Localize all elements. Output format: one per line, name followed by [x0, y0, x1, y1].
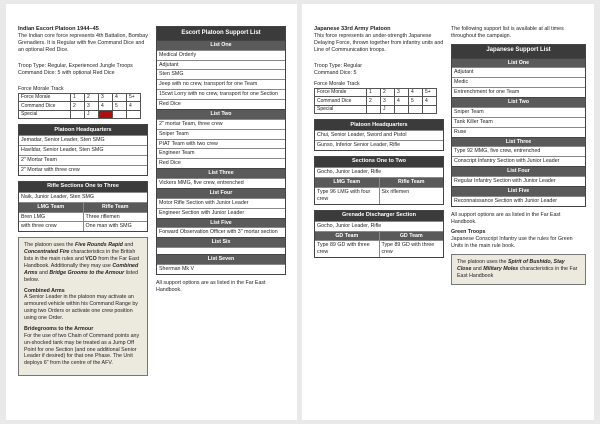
rifle-team-header: Rifle Team: [83, 203, 148, 212]
sections-leader: Gocho, Junior Leader, Rifle: [315, 167, 443, 177]
support-item: Red Dice: [157, 158, 285, 168]
support-list-header: List Three: [157, 168, 285, 178]
track-cell: [113, 110, 127, 119]
support-list-header: List Four: [452, 166, 585, 176]
support-list-header: List One: [157, 40, 285, 50]
support-item: Adjutant: [452, 67, 585, 77]
track-cell: 3: [381, 97, 395, 106]
rifle-row: [19, 212, 147, 222]
track-cell: 3: [85, 102, 99, 111]
support-item: Sniper Team: [157, 129, 285, 139]
track-cell: Command Dice: [315, 97, 367, 106]
indian-command-dice: Command Dice: 5 with optional Red Dice: [18, 69, 115, 76]
bridegrooms-text: For the use of two Chain of Command points any un-shocked tank may be treated as a Jump Off Point for one Section (and one additional Senior Leader if desired) for that one Phase. The Unit deploys 6" from the centre of the AFV.: [24, 332, 140, 367]
support-list-header: List Seven: [157, 254, 285, 264]
sections-cell: Six riflemen: [379, 188, 444, 204]
japanese-command-dice: Command Dice: 5: [314, 69, 357, 76]
japanese-sections-title: Sections One to Two: [315, 157, 443, 167]
green-troops-heading: Green Troops: [451, 229, 486, 236]
grenade-section-table: [314, 210, 444, 259]
japanese-rules-box: The platoon uses the Spirit of Bushido, Stay Close and Military Moles characteristics in the Far East Handbook: [451, 254, 586, 285]
japanese-support-table: [451, 44, 586, 207]
support-item: 2" mortar Team, three crew: [157, 119, 285, 129]
track-cell: 5: [409, 97, 423, 106]
indian-force-intro: The Indian core force represents 4th Battalion, Bombay Grenadiers. It is Regular with five Command Dice and an optional Red Dice.: [18, 33, 148, 54]
green-troops-text: Japanese Conscript Infantry use the rules for Green Units in the main rule book.: [451, 236, 573, 250]
track-cell: J: [381, 105, 395, 114]
indian-hq-table: [18, 124, 148, 176]
support-list-header: List Six: [157, 237, 285, 247]
grenade-section-title: Grenade Discharger Section: [315, 211, 443, 221]
grenade-col-headers: [315, 231, 443, 241]
combined-arms-text: A Senior Leader in the platoon may activate an armoured vehicle within his Command Range by using two Orders or activate one crew position using one Order.: [24, 294, 138, 322]
track-cell: Force Morale: [315, 88, 367, 97]
indian-troop-type: Troop Type: Regular, Experienced Jungle Troops: [18, 62, 133, 69]
track-cell: [409, 105, 423, 114]
escort-support-title: Escort Platoon Support List: [157, 27, 285, 40]
gd-team-header: GD Team: [379, 232, 444, 241]
support-list-header: List Five: [452, 186, 585, 196]
track-cell: 1: [367, 88, 381, 97]
track-cell: 2: [71, 102, 85, 111]
sections-row: [315, 187, 443, 204]
grenade-row: [315, 240, 443, 257]
track-cell: 4: [99, 102, 113, 111]
escort-support-table: [156, 26, 286, 275]
support-item: Conscript Infantry Section with Junior Leader: [452, 156, 585, 166]
rifle-cell: Bren LMG: [21, 213, 46, 220]
left-page: [6, 4, 297, 420]
track-cell: 4: [409, 88, 423, 97]
japanese-sections-table: [314, 156, 444, 205]
support-list-header: List One: [452, 58, 585, 68]
track-cell-red: [99, 110, 113, 119]
support-list-header: List Two: [157, 109, 285, 119]
track-cell: 5+: [127, 93, 141, 102]
support-item: PIAT Team with two crew: [157, 139, 285, 149]
sections-col-headers: [315, 177, 443, 187]
support-item: Engineer Team: [157, 148, 285, 158]
japanese-hq-table: [314, 119, 444, 151]
support-item: Red Dice: [157, 99, 285, 109]
japanese-force-title: Japanese 33rd Army Platoon: [314, 26, 391, 32]
track-cell: [367, 105, 381, 114]
indian-morale-track: [18, 93, 141, 120]
escort-support-note: All support options are as listed in the Far East Handbook.: [156, 279, 266, 293]
rifle-team-header: Rifle Team: [379, 178, 444, 187]
track-cell: [71, 110, 85, 119]
lmg-team-header: LMG Team: [19, 203, 83, 212]
support-item: Medic: [452, 77, 585, 87]
support-item: Tank Killer Team: [452, 117, 585, 127]
indian-force-column: [18, 26, 148, 376]
grenade-cell: Type 89 GD with three crew: [317, 242, 370, 256]
support-list-header: List Three: [452, 137, 585, 147]
indian-rifle-table: [18, 181, 148, 233]
track-cell: [395, 105, 409, 114]
track-cell: Special: [315, 105, 367, 114]
support-item: Sniper Team: [452, 107, 585, 117]
support-item: Sten SMG: [157, 69, 285, 79]
support-item: Type 92 MMG, five crew, entrenched: [452, 146, 585, 156]
support-list-header: List Four: [157, 188, 285, 198]
track-cell: 2: [367, 97, 381, 106]
hq-row: Havildar, Senior Leader, Sten SMG: [19, 145, 147, 155]
indian-force-title: Indian Escort Platoon 1944–45: [18, 26, 99, 32]
lmg-team-header: LMG Team: [315, 178, 379, 187]
combined-arms-heading: Combined Arms: [24, 287, 65, 294]
track-cell: [423, 105, 437, 114]
hq-row: Chui, Senior Leader, Sword and Pistol: [315, 130, 443, 140]
support-item: Ruse: [452, 127, 585, 137]
rules-intro: The platoon uses the Five Rounds Rapid and Concentrated Fire characteristics in the British lists in the main rules and VCO from the Far East Handbook. Additionally they may use Combined Arms and Bridge Grooms to the Armour listed below.: [24, 242, 140, 283]
rifle-cell: One man with SMG: [83, 222, 148, 231]
japanese-support-column: [451, 26, 586, 285]
japanese-hq-title: Platoon Headquarters: [315, 120, 443, 130]
track-cell: Force Morale: [19, 93, 71, 102]
japanese-force-intro: This force represents an under-strength Japanese Delaying Force, thrown together from infantry units and Line of Communication troops.: [314, 33, 444, 54]
rifle-row: [19, 221, 147, 231]
track-cell: 2: [85, 93, 99, 102]
japanese-force-column: [314, 26, 444, 263]
grenade-cell: Type 89 GD with three crew: [379, 241, 444, 257]
rifle-col-headers: [19, 202, 147, 212]
track-cell: 3: [99, 93, 113, 102]
gd-team-header: GD Team: [315, 232, 379, 241]
track-cell: 2: [381, 88, 395, 97]
support-item: [157, 247, 285, 254]
jp-support-intro: The following support list is available at all times throughout the campaign.: [451, 26, 564, 39]
track-cell: 5+: [423, 88, 437, 97]
bridegrooms-heading: Bridegrooms to the Armour: [24, 325, 94, 332]
grenade-leader: Gocho, Junior Leader, Rifle: [315, 221, 443, 231]
support-item: Engineer Section with Junior Leader: [157, 208, 285, 218]
support-list-header: List Five: [157, 218, 285, 228]
track-cell: 4: [127, 102, 141, 111]
track-cell: 1: [71, 93, 85, 102]
track-cell: 4: [113, 93, 127, 102]
japanese-morale-track: [314, 88, 437, 115]
right-page: [302, 4, 594, 420]
support-list-header: List Two: [452, 97, 585, 107]
track-cell: Special: [19, 110, 71, 119]
hq-row: 2" Mortar Team: [19, 155, 147, 165]
support-item: Vickers MMG, five crew, entrenched: [157, 178, 285, 188]
hq-row: 2" Mortar with three crew: [19, 165, 147, 175]
track-cell: J: [85, 110, 99, 119]
rifle-cell: with three crew: [21, 223, 57, 230]
indian-rifle-title: Rifle Sections One to Three: [19, 182, 147, 192]
support-item: Sherman Mk V: [157, 264, 285, 274]
rifle-cell: Three riflemen: [83, 213, 148, 222]
support-item: Adjutant: [157, 60, 285, 70]
track-cell: 4: [423, 97, 437, 106]
track-cell: 4: [395, 97, 409, 106]
track-cell: 3: [395, 88, 409, 97]
support-item: Jeep with no crew, transport for one Team: [157, 79, 285, 89]
japanese-support-title: Japanese Support List: [452, 45, 585, 58]
rifle-leader: Naik, Junior Leader, Sten SMG: [19, 192, 147, 202]
support-item: Reconnaissance Section with Junior Leader: [452, 196, 585, 206]
track-cell: Command Dice: [19, 102, 71, 111]
jp-support-note: All support options are as listed in the Far East Handbook.: [451, 211, 561, 225]
hq-row: Jemadar, Senior Leader, Sten SMG: [19, 135, 147, 145]
sections-cell: Type 96 LMG with four crew: [317, 188, 371, 202]
support-item: Medical Orderly: [157, 50, 285, 60]
escort-support-column: [156, 26, 286, 298]
support-item: Regular Infantry Section with Junior Leader: [452, 176, 585, 186]
hq-row: Gunso, Inferior Senior Leader, Rifle: [315, 140, 443, 150]
japanese-troop-type: Troop Type: Regular: [314, 62, 362, 69]
japanese-track-title: Force Morale Track: [314, 80, 360, 87]
support-item: Motor Rifle Section with Junior Leader: [157, 198, 285, 208]
track-cell: [127, 110, 141, 119]
indian-rules-box: [18, 237, 148, 376]
support-item: Forward Observation Officer with 3" mortar section: [157, 227, 285, 237]
track-cell: 5: [113, 102, 127, 111]
support-item: Entrenchment for one Team: [452, 87, 585, 97]
support-item: 15cwt Lorry with no crew, transport for one Section: [157, 89, 285, 99]
indian-hq-title: Platoon Headquarters: [19, 125, 147, 135]
indian-track-title: Force Morale Track: [18, 85, 64, 92]
